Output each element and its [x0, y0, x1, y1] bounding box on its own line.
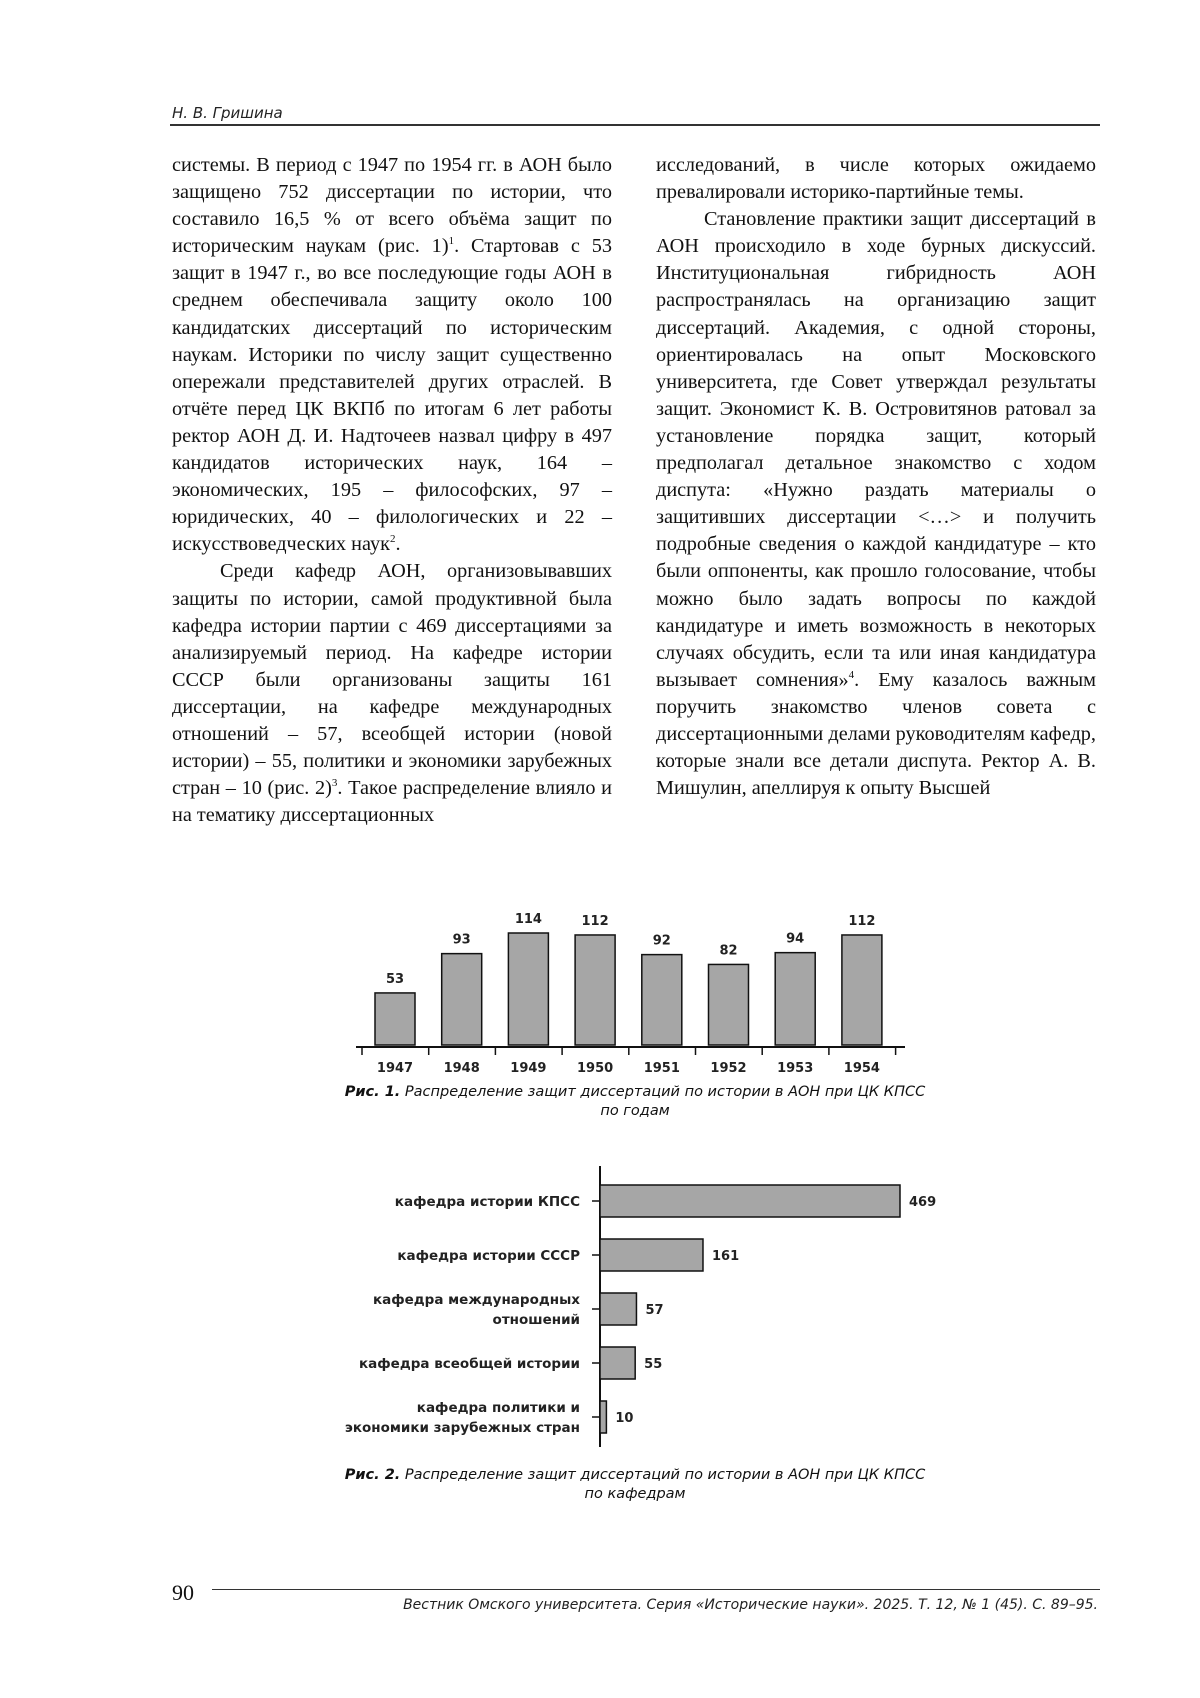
x-tick-label: 1954: [843, 1061, 880, 1076]
bar-value-label: 112: [581, 913, 609, 929]
bar-value-label: 114: [514, 912, 542, 927]
category-label: кафедра всеобщей истории: [359, 1356, 580, 1372]
category-label: кафедра международных: [372, 1292, 580, 1308]
bar-value-label: 161: [711, 1249, 740, 1264]
bar-1949: [508, 933, 548, 1045]
bar-department-4: [600, 1347, 635, 1379]
paragraph-text: . Такое распределение влияло и на тематику диссертационных: [172, 777, 613, 827]
x-tick-label: 1948: [443, 1061, 480, 1076]
caption-text: Распределение защит диссертаций по истории в АОН при ЦК КПСС: [404, 1467, 926, 1483]
footnote-ref: 3: [331, 777, 338, 790]
x-tick-label: 1949: [510, 1061, 547, 1076]
bar-1952: [709, 964, 749, 1045]
footnote-ref: 4: [848, 669, 855, 682]
figure-label: Рис. 1.: [344, 1084, 401, 1100]
footnote-ref: 2: [389, 533, 396, 546]
x-tick-label: 1950: [577, 1061, 614, 1076]
category-label: отношений: [492, 1312, 580, 1328]
bar-value-label: 112: [848, 913, 876, 929]
figure-1-bar-chart: [0, 860, 1200, 1080]
running-head-author: Н. В. Гришина: [172, 104, 283, 122]
bar-value-label: 94: [786, 931, 805, 947]
paragraph-text: Среди кафедр АОН, организовывавших защиты по истории, самой продуктивной была кафедра истории партии с 469 диссертациями за анализируемый период. На кафедре истории СССР были организованы защиты 161 диссертации, на кафедре международных отношений – 57, всеобщей истории (новой истории) – 55, политики и экономики зарубежных стран – 10 (рис. 2): [172, 560, 612, 800]
text-column-right: [656, 152, 1096, 802]
bar-value-label: 92: [652, 933, 671, 949]
bar-1947: [375, 993, 415, 1045]
bar-1954: [842, 935, 882, 1045]
bar-value-label: 82: [719, 943, 738, 959]
paragraph-text: системы. В период с 1947 по 1954 гг. в АОН было защищено 752 диссертации по истории, что составило 16,5 % от всего объёма защит по историческим наукам (рис. 1): [172, 154, 612, 258]
bar-department-1: [600, 1185, 900, 1217]
bar-1948: [442, 954, 482, 1045]
caption-text: по годам: [600, 1103, 670, 1119]
x-tick-label: 1951: [643, 1061, 680, 1076]
page-number: 90: [172, 1580, 194, 1605]
bar-value-label: 469: [909, 1195, 937, 1210]
bar-1951: [642, 955, 682, 1045]
bar-department-3: [600, 1293, 636, 1325]
footer-rule: [212, 1589, 1100, 1590]
paragraph: [172, 152, 612, 558]
bar-value-label: 53: [385, 971, 405, 987]
bar-department-2: [600, 1239, 703, 1271]
category-label: кафедра истории КПСС: [394, 1194, 580, 1210]
bar-value-label: 57: [645, 1303, 664, 1318]
paragraph: [656, 152, 1096, 206]
bar-1950: [575, 935, 615, 1045]
x-tick-label: 1947: [376, 1061, 414, 1076]
x-tick-label: 1953: [777, 1061, 814, 1076]
x-tick-label: 1952: [710, 1061, 747, 1076]
bar-value-label: 55: [644, 1357, 663, 1372]
caption-text: по кафедрам: [584, 1486, 686, 1502]
figure-2-caption: [200, 1466, 1070, 1504]
category-label: экономики зарубежных стран: [344, 1420, 580, 1436]
bar-value-label: 93: [452, 932, 471, 948]
bar-value-label: 10: [615, 1411, 634, 1426]
header-rule: [170, 124, 1100, 126]
paragraph: [172, 558, 612, 829]
figure-2-bar-chart: [0, 1160, 1200, 1450]
paragraph-text: .: [395, 533, 401, 556]
bar-department-5: [600, 1401, 606, 1433]
category-label: кафедра истории СССР: [397, 1248, 580, 1264]
paragraph-text: Становление практики защит диссертаций в АОН происходило в ходе бурных дискуссий. Институциональная гибридность АОН распространялась на организацию защит диссертаций. Академия, с одной стороны, ориентировалась на опыт Московского университета, где Совет утверждал результаты защит. Экономист К. В. Островитянов ратовал за установление порядка защит, который предполагал детальное знакомство с ходом диспута: «Нужно раздать материалы о защитивших диссертации <…> и получить подробные сведения о каждой кандидатуре – кто были оппоненты, как прошло голосование, чтобы можно было задать вопросы по каждой кандидатуре и иметь возможность в некоторых случаях обсудить, если та или иная кандидатура вызывает сомнения»: [656, 208, 1096, 691]
journal-citation: Вестник Омского университета. Серия «Исторические науки». 2025. Т. 12, № 1 (45). С. 89–95.: [403, 1597, 1098, 1613]
figure-1-caption: [200, 1083, 1070, 1121]
paragraph-text: . Ему казалось важным поручить знакомство членов совета с диссертационными делами руководителям кафедр, которые знали все детали диспута. Ректор А. В. Мишулин, апеллируя к опыту Высшей: [656, 668, 1096, 800]
paragraph: [656, 206, 1096, 802]
text-column-left: [172, 152, 612, 829]
category-label: кафедра политики и: [416, 1400, 580, 1416]
paragraph-text: . Стартовав с 53 защит в 1947 г., во все последующие годы АОН в среднем обеспечивала защиту около 100 кандидатских диссертаций по историческим наукам. Историки по числу защит существенно опережали представителей других отраслей. В отчёте перед ЦК ВКПб по итогам 6 лет работы ректор АОН Д. И. Надточеев назвал цифру в 497 кандидатов исторических наук, 164 – экономических, 195 – философских, 97 – юридических, 40 – филологических и 22 – искусствоведческих наук: [172, 235, 612, 556]
footnote-ref: 1: [448, 235, 455, 248]
caption-text: Распределение защит диссертаций по истории в АОН при ЦК КПСС: [404, 1084, 926, 1100]
figure-label: Рис. 2.: [344, 1467, 401, 1483]
bar-1953: [775, 953, 815, 1045]
paragraph-text: исследований, в числе которых ожидаемо превалировали историко-партийные темы.: [656, 154, 1096, 204]
